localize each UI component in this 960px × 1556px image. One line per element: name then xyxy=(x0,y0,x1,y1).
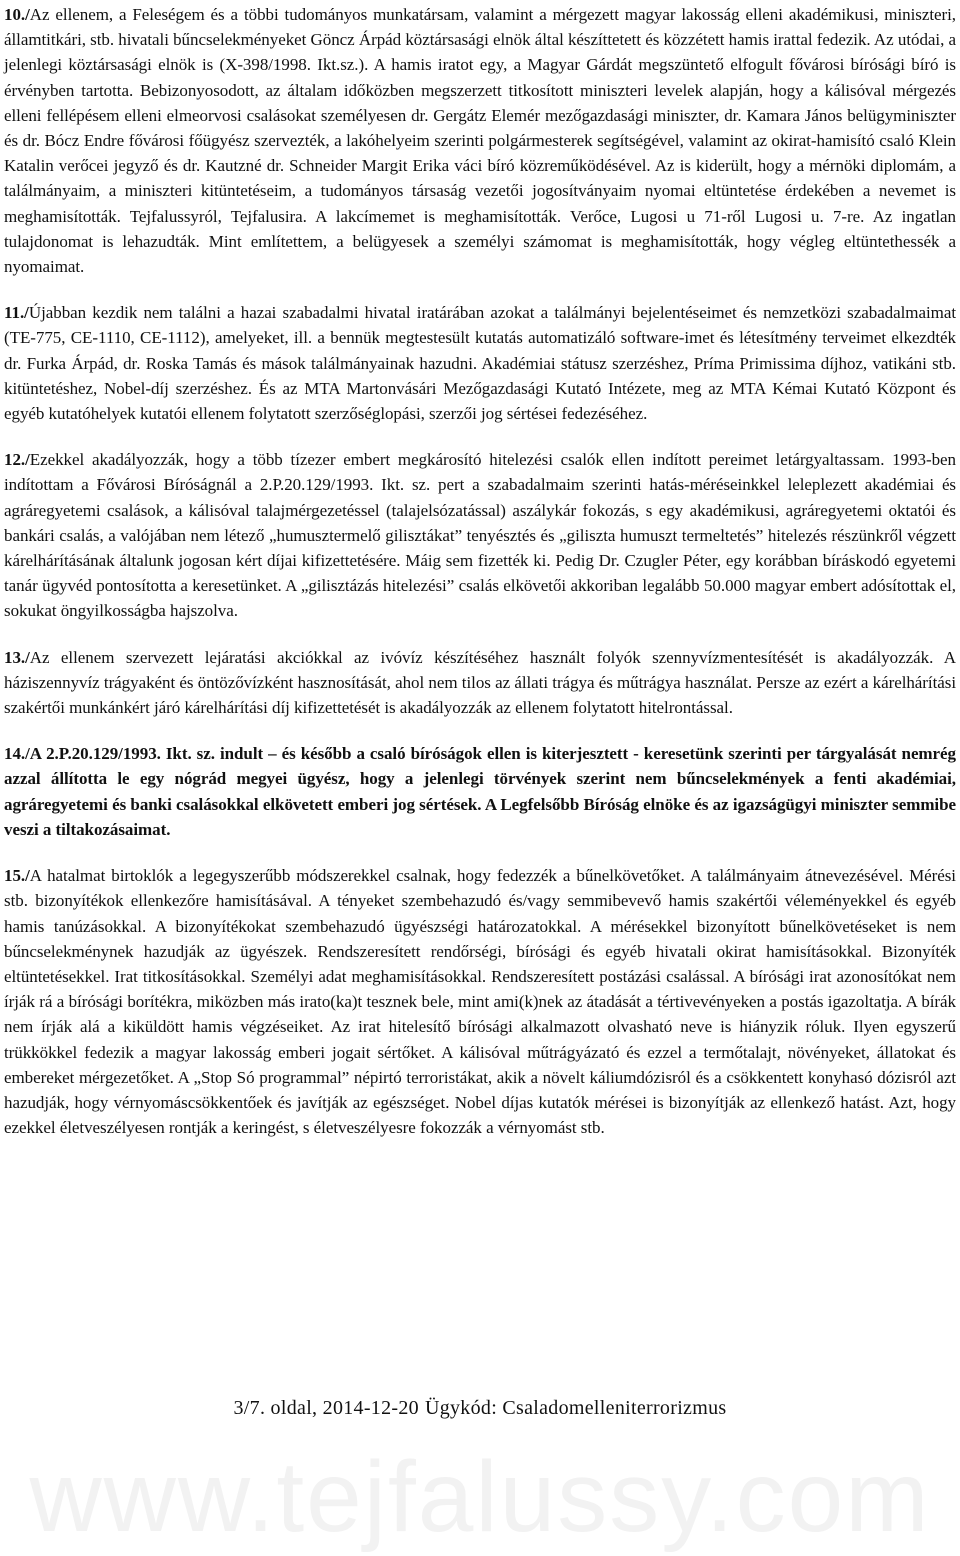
paragraph-13 xyxy=(4,645,956,721)
paragraph-14 xyxy=(4,741,956,842)
paragraph-text: Ezekkel akadályozzák, hogy a több tízezer embert megkárosító hitelezési csalók ellen indított pereimet letárgyaltassam. 1993-ben indítottam a Fővárosi Bíróságnál a 2.P.20.129/1993. Ikt. sz. pert a szabadalmaim szerinti hatás-méréseinkkel leleplezett akadémiai és agráregyetemi csalások, a kálisóval talajmérgezetéssel (talajelsózatással) aszálykár fokozás, s egy akadémikusi, agráregyetemi oktatói és bankári csalás, a valójában nem létező „humusztermelő gilisztákat” tenyésztés és „giliszta humuszt termeltetés” hitelezés részünkről végzett kárelhárításának általunk jogosan kért díjai kifizettetésére. Máig sem fizették ki. Pedig Dr. Czugler Péter, egy korábban bíráskodó egyetemi tanár ügyvéd pontosította a keresetünket. A „gilisztázás hitelezési” csalás elkövetői akkoriban legalább 50.000 magyar embert adósítottak el, sokukat öngyilkosságba hajszolva. xyxy=(4,450,956,621)
paragraph-number: 15./ xyxy=(4,866,30,886)
paragraph-number: 11./ xyxy=(4,303,29,323)
paragraph-number: 14./ xyxy=(4,744,30,764)
footer-page-info: 3/7. oldal, 2014-12-20 xyxy=(233,1397,419,1419)
paragraph-text: Újabban kezdik nem találni a hazai szabadalmi hivatal iratárában azokat a találmányi bejelentéseimet és nemzetközi szabadalmaimat (TE-775, CE-1110, CE-1112), amelyeket, ill. a bennük megtestesült kutatás automatizáló software-imet és létesítmény terveimet elkezdték dr. Furka Árpád, dr. Roska Tamás és mások találmányainak hazudni. Akadémiai státusz szerzéshez, Príma Primissima díjhoz, vatikáni stb. kitüntetéshez, Nobel-díj szerzéshez. És az MTA Martonvásári Mezőgazdasági Kutató Intézete, meg az MTA Kémai Kutató Központ és egyéb kutatóhelyek kutatói ellenem folytatott szerzőséglopási, szerzői jog sértései fedezéséhez. xyxy=(4,303,956,424)
footer-case-code: Ügykód: Csaladomelleniterrorizmus xyxy=(424,1397,727,1419)
page-footer xyxy=(0,1397,960,1420)
paragraph-text: A hatalmat birtoklók a legegyszerűbb módszerekkel csalnak, hogy fedezzék a bűnelkövetőket. A találmányaim átnevezésével. Mérési stb. bizonyítékok ellenkezőre hamisításával. A tényeket szembehazudó és/vagy semmibevevő hamis szakértői véleményekkel és egyéb hamis tanúzásokkal. A bizonyítékokat szembehazudó ügyészségi határozatokkal. A mérésekkel bizonyított bűnelkövetéseket is nem bűncselekménynek hazudják az ügyészek. Rendszeresített rendőrségi, bírósági és egyéb hivatali okirat hamisításokkal. Bizonyíték eltüntetésekkel. Irat titkosításokkal. Személyi adat meghamisításokkal. Rendszeresített postázási csalással. A bírósági irat azonosítókat nem írják rá a bírósági borítékra, miközben más irato(ka)t tesznek bele, mint ami(k)nek az átadását a tértivevényeken a postás igazoltatja. A bírák nem írják alá a kiküldött hamis végzéseiket. Az irat hitelesítő bírósági alkalmazott olvasható neve is hiányzik róluk. Ilyen egyszerű trükkökkel fedezik a magyar lakosság emberi jogait sértőket. A kálisóval műtrágyázató és ezzel a termőtalajt, növényeket, állatokat és embereket mérgezetőket. A „Stop Só programmal” népirtó terroristákat, akik a növelt káliumdózisról és a csökkentett konyhasó dózisról azt hazudják, hogy vérnyomáscsökkentőek és javítják az egészséget. Nobel díjas kutatók mérései is bizonyítják az ellenkező hatást. Azt, hogy ezekkel életveszélyesen rontják a keringést, s életveszélyesre fokozzák a vérnyomást stb. xyxy=(4,866,956,1138)
paragraph-number: 12./ xyxy=(4,450,30,470)
paragraph-number: 13./ xyxy=(4,647,30,667)
paragraph-text: A 2.P.20.129/1993. Ikt. sz. indult – és később a csaló bíróságok ellen is kiterjesztett - keresetünk szerinti per tárgyalását nemrég azzal állította le egy nógrád megyei ügyész, hogy a jelenlegi törvények szerint nem bűncselekmények a fenti akadémiai, agráregyetemi és banki csalásokkal elkövetett emberi jog sértések. A Legfelsőbb Bíróság elnöke és az igazságügyi miniszter semmibe veszi a tiltakozásaimat. xyxy=(4,744,956,839)
paragraph-10 xyxy=(4,2,956,279)
paragraph-text: Az ellenem, a Feleségem és a többi tudományos munkatársam, valamint a mérgezett magyar lakosság elleni akadémikusi, miniszteri, államtitkári, stb. hivatali bűncselekményeket Göncz Árpád köztársasági elnök által készíttetett és közzétett hamis irattal fedezik. Az utódai, a jelenlegi köztársasági elnök is (X-398/1998. Ikt.sz.). A hamis iratot egy, a Magyar Gárdát megszüntető elfogult fővárosi bírósági bíró is érvényben tartotta. Bebizonyosodott, az általam időközben megszerzett titkosított miniszteri levelek alapján, hogy a kálisóval mérgezés elleni fellépésem elleni elmeorvosi csalásokat személyesen dr. Gergátz Elemér mezőgazdasági miniszter, dr. Kamara János belügyminiszter és dr. Bócz Endre fővárosi főügyész szervezték, a lakóhelyeim szerinti polgármesterek segítségével, valamint az okirat-hamisító csaló Klein Katalin verőcei jegyző és dr. Kautzné dr. Schneider Margit Erika váci bíró közreműködésével. Az is kiderült, hogy a mérnöki diplomám, a találmányaim, a miniszteri kitüntetéseim, a tudományos társaság vezetői jogosítványaim nyomai eltüntetése érdekében a nevemet is meghamisították. Tejfalussyról, Tejfalusira. A lakcímemet is meghamisították. Verőce, Lugosi u 71-ről Lugosi u. 7-re. Az ingatlan tulajdonomat is lehazudták. Mint említettem, a belügyesek a személyi számomat is meghamisították, hogy végleg eltüntethessék a nyomaimat. xyxy=(4,5,956,277)
paragraph-number: 10./ xyxy=(4,5,30,24)
paragraph-text: Az ellenem szervezett lejáratási akciókkal az ivóvíz készítéséhez használt folyók szennyvízmentesítését is akadályozzák. A háziszennyvíz trágyaként és öntözővízként hasznosítását, ahol nem tilos az állati trágya és műtrágya használat. Persze az ezért a kárelhárítási szakértői munkánkért járó kárelhárítási díj kifizettetését is akadályozzák az ellenem folytatott hitelrontással. xyxy=(4,647,956,718)
paragraph-15 xyxy=(4,863,956,1140)
paragraph-12 xyxy=(4,447,956,623)
document-page xyxy=(4,2,956,1161)
paragraph-11 xyxy=(4,300,956,426)
watermark: www.tejfalussy.com xyxy=(29,1441,931,1553)
